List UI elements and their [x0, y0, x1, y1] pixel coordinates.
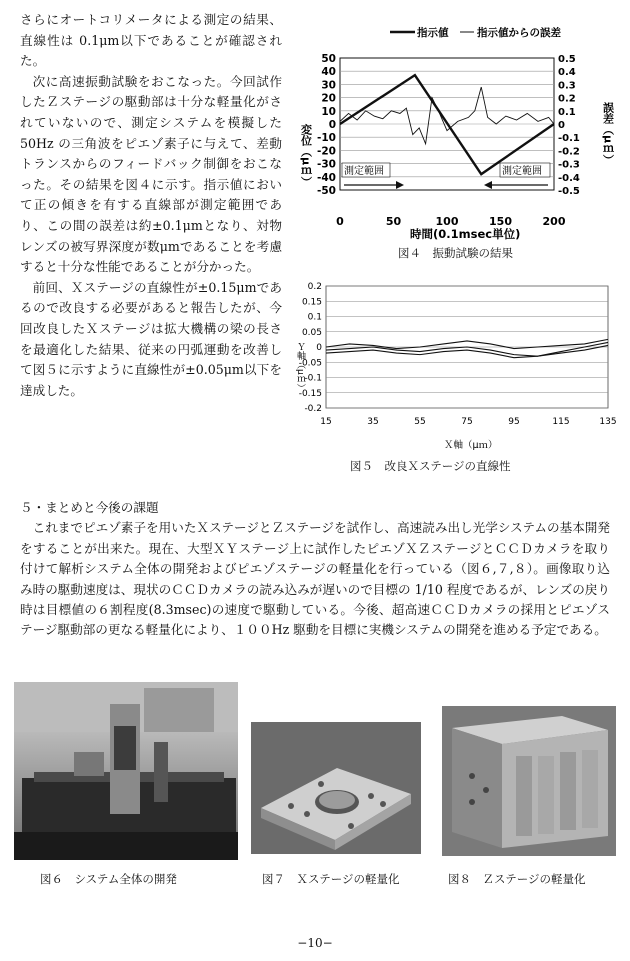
fig4-left-tick-label: 20 [321, 92, 336, 105]
fig4-x-tick-label: 100 [435, 215, 459, 228]
paragraph-2: 次に高速振動試験をおこなった。今回試作したＺステージの駆動部は十分な軽量化がされていないので、測定システムを模擬した 50Hz の三角波をピエゾ素子に与えて、差動トランスからのフィードバック制御をおこなった。その結果を図４に示す。指示値において正の傾きを有する直線部が測定範囲であり、この間の誤差は約±0.1μmとなり、対物レンズの被写界深度が数μmであることを考慮すると十分な性能であることが分かった。 [20, 73, 282, 275]
fig5-y-tick-label: -0.1 [304, 373, 322, 384]
figure-8-photo [442, 706, 616, 856]
x-stage-photo-image [251, 722, 421, 854]
range-label-left: 測定範囲 [344, 166, 384, 177]
fig5-x-tick-label: 135 [599, 417, 617, 427]
fig4-right-tick-label: 0.5 [558, 54, 576, 65]
section-body: これまでピエゾ素子を用いたＸステージとＺステージを試作し、高速読み出し光学システムの基本開発をすることが出来た。現在、大型ＸＹステージ上に試作したピエゾＸＺステージとＣＣＤカメラを取り付けて解析システム全体の開発およびピエゾステージの軽量化を行っている（図６,７,８）。画像取り込み時の駆動速度は、現状のＣＣＤカメラの読み込みが遅いので目標の 1/10 程度であるが、レンズの戻り時は目標値の６割程度(8.3msec)の速度で駆動している。今後、超高速ＣＣＤカメラの採用とピエゾステージ駆動部の更なる軽量化により、１００Hz 駆動を目標に実機システムの開発を進める予定である。 [20, 520, 610, 638]
fig4-right-tick-label: -0.4 [558, 172, 580, 184]
fig4-right-tick-label: 0.2 [558, 93, 576, 105]
fig4-left-tick-label: 30 [321, 79, 336, 92]
legend-label-error: 指示値からの誤差 [477, 27, 561, 39]
fig8-caption: 図８ Ｚステージの軽量化 [448, 872, 586, 886]
fig4-x-tick-label: 50 [385, 215, 402, 228]
fig4-left-tick-label: 50 [321, 53, 336, 65]
fig5-y-tick-label: 0 [316, 343, 322, 353]
fig4-series-indicated [340, 75, 554, 174]
fig5-x-tick-label: 55 [414, 417, 426, 427]
fig5-xlabel: Ｘ軸（μｍ） [444, 440, 498, 451]
fig5-x-tick-label: 115 [552, 417, 570, 427]
range-arrow-right-head [484, 181, 492, 189]
fig6-caption: 図６ システム全体の開発 [40, 872, 177, 886]
range-arrow-left-head [396, 181, 404, 189]
fig4-right-tick-label: -0.3 [558, 159, 580, 171]
fig5-x-tick-label: 75 [461, 417, 473, 427]
fig4-left-tick-label: -10 [317, 132, 336, 145]
fig5-ylabel: Ｙ軸（μｍ） [295, 342, 305, 393]
fig4-left-tick-label: -30 [317, 158, 336, 171]
figure-6-photo [14, 682, 238, 860]
fig5-x-tick-label: 35 [367, 417, 379, 427]
left-column-text [20, 10, 282, 401]
system-photo-image [14, 682, 238, 860]
fig4-x-tick-label: 0 [336, 215, 344, 228]
fig4-left-tick-label: -20 [317, 145, 336, 158]
fig4-right-tick-label: 0.3 [558, 80, 576, 92]
legend-label-indicated: 指示値 [417, 27, 449, 39]
fig5-y-tick-label: -0.15 [298, 388, 322, 399]
fig5-x-tick-label: 95 [508, 417, 520, 427]
fig7-caption: 図７ Ｘステージの軽量化 [262, 872, 400, 886]
fig4-left-tick-label: 10 [321, 105, 336, 118]
fig5-y-tick-label: 0.2 [307, 282, 322, 292]
fig5-x-tick-label: 15 [320, 417, 332, 427]
fig4-left-tick-label: 0 [328, 119, 336, 131]
figure-7-photo [251, 722, 421, 854]
fig5-y-tick-label: 0.05 [301, 327, 322, 338]
fig4-right-tick-label: 0.1 [558, 106, 576, 118]
page-number: −10− [297, 936, 333, 950]
paragraph-3: 前回、Ｘステージの直線性が±0.15μmであるので改良する必要があると報告したが、今回改良したＸステージは拡大機構の梁の長さを最適化した結果、従来の円弧運動を改善して図５に示すように直線性が±0.05μm以下を達成した。 [20, 279, 282, 398]
paragraph-1: さらにオートコリメータによる測定の結果、直線性は 0.1μm以下であることが確認された。 [20, 12, 282, 69]
figure-4 [298, 10, 620, 246]
fig5-y-tick-label: 0.1 [307, 312, 322, 323]
section-5 [20, 498, 610, 641]
fig4-left-tick-label: -50 [317, 185, 336, 197]
fig5-y-tick-label: -0.05 [298, 358, 322, 369]
section-heading: ５・まとめと今後の課題 [20, 500, 159, 515]
fig4-left-tick-label: -40 [317, 171, 336, 184]
z-stage-photo-image [442, 706, 616, 856]
fig4-x-tick-label: 200 [542, 215, 566, 228]
fig4-right-tick-label: -0.2 [558, 146, 580, 158]
fig4-x-tick-label: 150 [489, 215, 512, 228]
fig5-caption: 図５ 改良Ｘステージの直線性 [350, 459, 511, 473]
figure-5 [294, 278, 620, 453]
fig4-chart [298, 10, 620, 246]
fig4-right-tick-label: -0.5 [558, 186, 580, 197]
fig4-right-tick-label: 0.4 [558, 67, 576, 79]
fig4-right-tick-label: -0.1 [558, 133, 580, 145]
fig4-caption: 図４ 振動試験の結果 [398, 246, 513, 260]
fig4-right-tick-label: 0 [558, 120, 565, 131]
fig5-chart [294, 278, 620, 453]
fig5-y-tick-label: 0.15 [301, 297, 322, 308]
fig4-ylabel-right: 誤差（μｍ） [601, 102, 615, 166]
fig4-left-tick-label: 40 [321, 66, 336, 79]
fig5-y-tick-label: -0.2 [304, 404, 322, 414]
range-label-right: 測定範囲 [502, 166, 542, 177]
fig4-xlabel: 時間(0.1msec単位) [410, 227, 521, 241]
fig4-series-error [340, 87, 554, 144]
fig4-ylabel-left: 変位（μｍ） [299, 124, 313, 188]
